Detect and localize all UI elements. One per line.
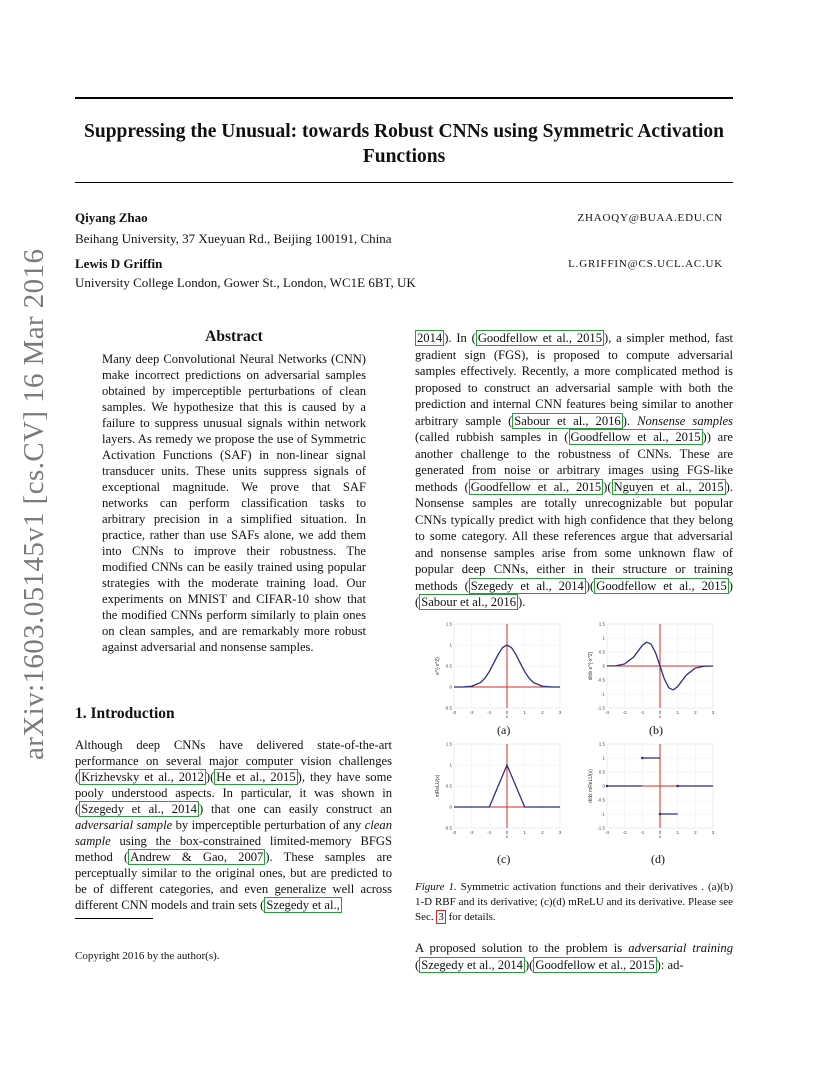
x-axis-label: x <box>505 834 509 838</box>
x-tick-label: 2 <box>541 710 544 715</box>
data-point <box>606 785 609 788</box>
panel-label: (b) <box>649 723 663 737</box>
y-tick-label: 0 <box>602 783 605 789</box>
x-tick-label: -3 <box>604 710 610 715</box>
title-top-rule <box>75 97 733 99</box>
x-tick-label: -3 <box>604 830 610 835</box>
x-axis-label: x <box>658 834 662 838</box>
citation-link[interactable]: Goodfellow et al., 2015 <box>535 957 655 972</box>
x-tick-label: 2 <box>694 830 697 835</box>
x-tick-label: -2 <box>622 830 627 835</box>
citation-link[interactable]: Sabour et al., 2016 <box>514 413 621 428</box>
x-tick-label: -1 <box>640 830 645 835</box>
citation-link[interactable]: Andrew & Gao, 2007 <box>130 850 264 864</box>
citation-link[interactable]: Szegedy et al., 2014 <box>421 957 523 972</box>
y-tick-label: 0 <box>449 684 452 690</box>
data-point <box>641 757 644 760</box>
x-tick-label: 0 <box>658 830 662 835</box>
x-tick-label: -2 <box>469 710 474 715</box>
y-tick-label: 0.5 <box>598 769 605 775</box>
y-tick-label: 1 <box>602 635 605 641</box>
citation-link[interactable]: Szegedy et al., 2014 <box>81 802 197 816</box>
x-tick-label: 3 <box>558 830 562 835</box>
abstract-text: Many deep Convolutional Neural Networks (CNN) make incorrect predictions on adversarial samples obtained by imperceptible perturbations of clean samples. We hypothesize that this is caused by a failure to suppress unusual signals within network layers. As remedy we propose the use of Symmetric Activation Functions (SAF) in non-linear signal transducer units. These units suppress signals of exceptional magnitude. We prove that SAF networks can perform classification tasks to arbitrary precision in a simplified situation. In practice, rather than use SAFs alone, we add them into CNNs to improve their robustness. The modified CNNs can be easily trained using popular strategies with the moderate training load. Our experiments on MNIST and CIFAR-10 show that the modified CNNs perform similarly to plain ones on clean samples, and are remarkably more robust against adversarial and nonsense samples. <box>102 352 366 654</box>
y-tick-label: -0.5 <box>597 677 605 683</box>
author-email[interactable]: ZHAOQY@BUAA.EDU.CN <box>577 212 723 224</box>
author-affiliation: University College London, Gower St., London, WC1E 6BT, UK <box>75 275 416 290</box>
y-tick-label: 1.5 <box>598 741 605 747</box>
y-tick-label: -0.5 <box>444 825 452 831</box>
intro-paragraph: Although deep CNNs have delivered state-of-the-art performance on several major computer vision challenges ( Krizhevsky et al., 2012 )( He et al., 2015 ), they have some pooly understood aspects. In particular, it was shown in ( Szegedy et al., 2014 ) that one can easily construct an adversarial sample by imperceptible perturbation of any clean sample using the box-constrained limited-memory BFGS method ( Andrew & Gao, 2007 ). These samples are perceptually similar to the original ones, but are predicted to be of different categories, and even generalize well across different CNN models and train sets ( Szegedy et al., <box>75 738 392 912</box>
x-tick-label: 1 <box>676 710 679 715</box>
y-tick-label: 1 <box>602 755 605 761</box>
author-email[interactable]: L.GRIFFIN@CS.UCL.AC.UK <box>568 258 723 270</box>
x-tick-label: 3 <box>711 710 715 715</box>
citation-link[interactable]: Goodfellow et al., 2015 <box>470 479 602 494</box>
x-tick-label: -2 <box>469 830 474 835</box>
x-tick-label: -3 <box>451 710 457 715</box>
title-bottom-rule <box>75 182 733 183</box>
figure-caption: Figure 1. Symmetric activation functions and their derivatives . (a)(b) 1-D RBF and its derivative; (c)(d) mReLU and its derivative. Please see Sec. 3 for details. <box>415 881 733 923</box>
x-tick-label: -2 <box>622 710 627 715</box>
abstract-heading: Abstract <box>205 328 263 345</box>
citation-link[interactable]: Sabour et al., 2016 <box>421 595 516 609</box>
y-tick-label: 0.5 <box>445 783 452 789</box>
right-column-paragraph: 2014 ). In ( Goodfellow et al., 2015 ), a simpler method, fast gradient sign (FGS), is proposed to compute adversarial samples effectively. Recently, a more complicated method is proposed to construct an adversarial sample with both the prediction and internal CNN features being similar to another arbitrary sample ( Sabour et al., 2016 ). Nonsense samples (called rubbish samples in ( Goodfellow et al., 2015 )) are another challenge to the robustness of CNNs. These are generated from noise or arbitrary images using FGS-like methods ( Goodfellow et al., 2015 )( Nguyen et al., 2015 ). Nonsense samples are totally unrecognizable but popular CNNs typically predict with high confidence that they belong to some category. All these references argue that adversarial and nonsense samples arise from some unknown flaw of popular deep CNNs, either in their structure or training methods ( Szegedy et al., 2014 )( Goodfellow et al., 2015 )( Sabour et al., 2016 ). <box>415 331 734 609</box>
x-tick-label: -1 <box>487 830 492 835</box>
citation-link[interactable]: 2014 <box>417 331 443 345</box>
y-tick-label: 1.5 <box>445 621 452 627</box>
figure-panel-b <box>583 618 723 718</box>
section-heading: 1. Introduction <box>75 705 175 722</box>
panel-label: (c) <box>497 852 511 866</box>
citation-link[interactable]: Szegedy et al., <box>266 898 340 912</box>
panel-label: (d) <box>651 852 665 866</box>
x-tick-label: -1 <box>487 710 492 715</box>
paper-title: Suppressing the Unusual: towards Robust CNNs using Symmetric Activation Functions <box>84 121 724 167</box>
citation-link[interactable]: Nguyen et al., 2015 <box>613 479 724 494</box>
x-axis-label: x <box>658 714 662 718</box>
y-tick-label: -0.5 <box>597 797 605 803</box>
y-axis-label: mReLU(x) <box>435 774 441 798</box>
x-tick-label: 1 <box>676 830 679 835</box>
x-tick-label: 2 <box>694 710 697 715</box>
y-tick-label: 0.5 <box>445 663 452 669</box>
y-tick-label: 1 <box>449 642 452 648</box>
x-tick-label: -3 <box>451 830 457 835</box>
author-name: Lewis D Griffin <box>75 256 163 271</box>
citation-link[interactable]: Goodfellow et al., 2015 <box>570 430 701 444</box>
x-tick-label: 2 <box>541 830 544 835</box>
right-column-paragraph-2: A proposed solution to the problem is adversarial training ( Szegedy et al., 2014 )( Goodfellow et al., 2015 ): ad- <box>415 941 733 972</box>
figure-panel-c <box>430 738 570 838</box>
y-axis-label: e^{-x^2} <box>435 657 441 675</box>
y-tick-label: -0.5 <box>444 705 452 711</box>
section-ref-link[interactable]: 3 <box>438 911 444 923</box>
y-tick-label: 0.5 <box>598 649 605 655</box>
x-tick-label: -1 <box>640 710 645 715</box>
arxiv-id-stamp: arXiv:1603.05145v1 [cs.CV] 16 Mar 2016 <box>18 248 50 760</box>
y-tick-label: -1 <box>600 691 605 697</box>
y-tick-label: 1 <box>449 762 452 768</box>
x-tick-label: 3 <box>711 830 715 835</box>
figure-panel-a <box>430 618 570 718</box>
copyright-note: Copyright 2016 by the author(s). <box>75 950 220 962</box>
x-axis-label: x <box>505 714 509 718</box>
y-tick-label: 1.5 <box>598 621 605 627</box>
x-tick-label: 0 <box>658 710 662 715</box>
figure-panel-d <box>583 738 723 838</box>
y-tick-label: -1.5 <box>597 705 605 711</box>
author-name: Qiyang Zhao <box>75 210 148 225</box>
y-tick-label: 0 <box>449 804 452 810</box>
x-tick-label: 3 <box>558 710 562 715</box>
citation-link[interactable]: He et al., 2015 <box>216 770 296 784</box>
y-tick-label: -1 <box>600 811 605 817</box>
y-tick-label: -1.5 <box>597 825 605 831</box>
footnote-rule <box>75 918 153 919</box>
x-tick-label: 1 <box>523 830 526 835</box>
citation-link[interactable]: Goodfellow et al., 2015 <box>596 578 727 593</box>
citation-link[interactable]: Goodfellow et al., 2015 <box>477 331 603 345</box>
citation-link[interactable]: Krizhevsky et al., 2012 <box>81 770 204 784</box>
author-affiliation: Beihang University, 37 Xueyuan Rd., Beijing 100191, China <box>75 231 392 246</box>
y-axis-label: d/dx mReLU(x) <box>588 769 594 803</box>
citation-link[interactable]: Szegedy et al., 2014 <box>470 578 584 593</box>
panel-label: (a) <box>497 723 511 737</box>
y-axis-label: d/dx e^{-x^2} <box>588 651 594 681</box>
y-tick-label: 1.5 <box>445 741 452 747</box>
x-tick-label: 0 <box>505 710 509 715</box>
data-point <box>659 813 662 816</box>
x-tick-label: 0 <box>505 830 509 835</box>
x-tick-label: 1 <box>523 710 526 715</box>
y-tick-label: 0 <box>602 663 605 669</box>
data-point <box>676 785 679 788</box>
